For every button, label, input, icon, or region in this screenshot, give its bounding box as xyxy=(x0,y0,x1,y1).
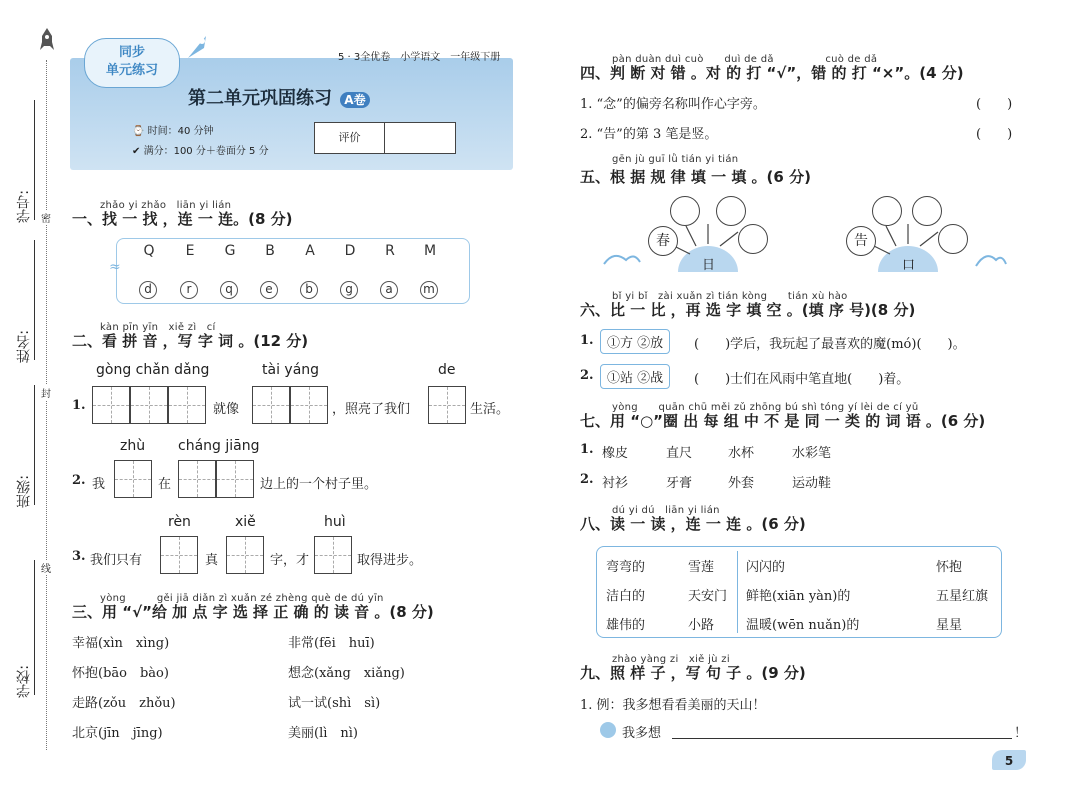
s7-word[interactable]: 直尺 xyxy=(666,446,693,461)
page-number-badge xyxy=(992,750,1026,770)
s2-q2-py1: zhù xyxy=(120,438,146,454)
s3-item[interactable]: 走路(zǒu zhǒu) xyxy=(72,696,176,711)
s2-q1-py2: tài yáng xyxy=(262,362,320,378)
s7-word[interactable]: 衬衫 xyxy=(602,476,629,491)
s8-col3-item[interactable]: 鲜艳(xiān yàn)的 xyxy=(746,589,851,604)
s4-title: 四、判 断 对 错 。对 的 打 “√”，错 的 打 “×”。(4 分) xyxy=(580,64,964,82)
s8-col2-item[interactable]: 天安门 xyxy=(688,589,728,604)
s8-col4-item[interactable]: 怀抱 xyxy=(936,560,963,575)
s8-col4-item[interactable]: 五星红旗 xyxy=(936,589,989,604)
s9-end: ！ xyxy=(1014,726,1028,741)
s3-item[interactable]: 怀抱(bāo bào) xyxy=(72,666,169,681)
s7-word[interactable]: 外套 xyxy=(728,476,755,491)
badge xyxy=(84,38,180,88)
badge-line1: 同步 xyxy=(118,45,145,60)
label-student-id: 学号: xyxy=(16,190,32,223)
s8-col2-item[interactable]: 小路 xyxy=(688,618,715,633)
underline-student-id xyxy=(34,100,35,220)
underline-name xyxy=(34,240,35,360)
s5-sun-left xyxy=(600,190,770,275)
s2-q2-t2: 在 xyxy=(158,477,172,492)
s2-q2-cell[interactable] xyxy=(178,460,216,498)
s1-upper-letter[interactable]: E xyxy=(185,243,195,259)
s1-upper-letter[interactable]: Q xyxy=(143,243,155,259)
s7-word[interactable]: 水杯 xyxy=(728,446,755,461)
s2-q2-t3: 边上的一个村子里。 xyxy=(260,477,378,492)
s1-lower-letter[interactable]: d xyxy=(139,281,157,299)
s2-q3-py2: xiě xyxy=(235,514,256,530)
seal-dotted-line xyxy=(46,60,47,750)
check-icon: ✔ xyxy=(132,146,141,157)
s5-sun-right xyxy=(800,190,1010,275)
s5-left-blank[interactable] xyxy=(738,224,768,254)
s2-q1-cell[interactable] xyxy=(168,386,206,424)
s8-pinyin: dú yi dú liān yi lián xyxy=(612,505,720,516)
s1-letter-box xyxy=(109,238,470,304)
s5-pinyin: gēn jù guī lǜ tián yi tián xyxy=(612,154,739,165)
s6-q2-options: ①站 ②战 xyxy=(600,364,670,389)
s9-pinyin: zhào yàng zi xiě jù zi xyxy=(612,654,730,665)
s4-q1: 1. “念”的偏旁名称叫作心字旁。 xyxy=(580,97,766,112)
s7-pinyin: yòng quān chū měi zǔ zhōng bú shì tóng yí lèi de cí yǔ xyxy=(612,402,919,413)
s8-col3-item[interactable]: 温暖(wēn nuǎn)的 xyxy=(746,618,860,633)
s2-title: 二、看 拼 音 ，写 字 词 。(12 分) xyxy=(72,332,309,350)
underline-school xyxy=(34,560,35,695)
s5-title: 五、根 据 规 律 填 一 填 。(6 分) xyxy=(580,168,811,186)
pencil-icon xyxy=(600,722,616,738)
score-info: ✔ 满分：100 分＋卷面分 5 分 xyxy=(132,146,269,157)
s2-q3-py3: huì xyxy=(324,514,346,530)
label-name: 姓名: xyxy=(16,330,32,363)
s5-left-blank[interactable] xyxy=(670,196,700,226)
s2-q1-py1: gòng chǎn dǎng xyxy=(96,362,210,378)
s2-q3-num: 3. xyxy=(72,549,86,564)
s9-prompt: 我多想 xyxy=(622,726,662,741)
page-title: 第二单元巩固练习 A卷 xyxy=(188,84,370,110)
s2-q1-cell[interactable] xyxy=(92,386,130,424)
s2-q2-num: 2. xyxy=(72,473,86,488)
s8-col4-item[interactable]: 星星 xyxy=(936,618,963,633)
s7-word[interactable]: 橡皮 xyxy=(602,446,629,461)
s8-col1-item[interactable]: 弯弯的 xyxy=(606,560,646,575)
s2-q1-t3: 生活。 xyxy=(470,402,510,417)
s1-pinyin: zhǎo yi zhǎo liān yi lián xyxy=(100,200,232,211)
s5-right-char: 告 xyxy=(846,226,876,256)
s4-q2-answer[interactable]: ( ) xyxy=(976,127,1013,142)
s5-right-sun: 口 xyxy=(902,258,916,273)
s5-left-sun: 日 xyxy=(702,258,716,273)
s7-title: 七、用 “○”圈 出 每 组 中 不 是 同 一 类 的 词 语 。(6 分) xyxy=(580,412,986,430)
seal-char-3: 线 xyxy=(41,560,51,575)
s5-left-char: 春 xyxy=(648,226,678,256)
s5-right-blank[interactable] xyxy=(912,196,942,226)
s3-item[interactable]: 北京(jīn jīng) xyxy=(72,726,163,741)
s8-col1-item[interactable]: 洁白的 xyxy=(606,589,646,604)
s4-pinyin: pàn duàn duì cuò duì de dǎ cuò de dǎ xyxy=(612,54,878,65)
clock-icon: ⌚ xyxy=(132,126,145,137)
series-label: 5 · 3全优卷 小学语文 一年级下册 xyxy=(338,52,501,63)
s1-lower-letter[interactable]: q xyxy=(220,281,238,299)
s3-item[interactable]: 非常(fēi huī) xyxy=(288,636,375,651)
s1-wave-icon: ≈ xyxy=(109,259,121,275)
s4-q2: 2. “告”的第 3 笔是竖。 xyxy=(580,127,718,142)
s6-title: 六、比 一 比 ，再 选 字 填 空 。(填 序 号)(8 分) xyxy=(580,301,916,319)
s7-word[interactable]: 水彩笔 xyxy=(792,446,832,461)
s6-q1-num: 1. xyxy=(580,333,594,348)
s6-q1-options: ①方 ②放 xyxy=(600,329,670,354)
s8-col3-item[interactable]: 闪闪的 xyxy=(746,560,786,575)
label-class: 班级: xyxy=(16,475,32,508)
s3-item[interactable]: 幸福(xìn xìng) xyxy=(72,636,170,651)
s5-right-blank[interactable] xyxy=(938,224,968,254)
badge-rocket-icon xyxy=(182,32,210,66)
s2-q3-t1: 我们只有 xyxy=(90,553,143,568)
s1-title: 一、找 一 找 ，连 一 连。(8 分) xyxy=(72,210,293,228)
s2-q1-num: 1. xyxy=(72,398,86,413)
s6-q1-text: ( )学后，我玩起了最喜欢的魔(mó)( )。 xyxy=(694,337,966,352)
s5-right-blank[interactable] xyxy=(872,196,902,226)
s2-q2-cell[interactable] xyxy=(114,460,152,498)
s2-pinyin: kàn pīn yīn xiě zì cí xyxy=(100,322,216,333)
badge-line2: 单元练习 xyxy=(105,63,158,78)
s8-title: 八、读 一 读 ，连 一 连 。(6 分) xyxy=(580,515,806,533)
underline-class xyxy=(34,385,35,505)
s8-divider xyxy=(737,551,738,633)
rocket-icon xyxy=(40,28,54,52)
s3-pinyin: yòng gěi jiā diǎn zì xuǎn zé zhèng què de dú yīn xyxy=(100,593,384,604)
s2-q1-cell[interactable] xyxy=(252,386,290,424)
eval-box xyxy=(314,122,456,154)
s2-q3-py1: rèn xyxy=(168,514,191,530)
title-tag: A卷 xyxy=(340,92,369,108)
binding-strip xyxy=(0,0,60,785)
s9-example: 1. 例：我多想看看美丽的天山！ xyxy=(580,698,766,713)
eval-label: 评价 xyxy=(315,123,385,153)
s1-lower-letter[interactable]: g xyxy=(340,281,358,299)
s9-answer-line[interactable] xyxy=(672,738,1012,739)
s1-upper-letter[interactable]: G xyxy=(224,243,236,259)
s7-r1-num: 1. xyxy=(580,442,594,457)
s2-q2-cell[interactable] xyxy=(216,460,254,498)
s7-word[interactable]: 运动鞋 xyxy=(792,476,832,491)
s2-q2-t1: 我 xyxy=(92,477,106,492)
page-number: 5 xyxy=(1004,754,1014,768)
s2-q2-py2: cháng jiāng xyxy=(178,438,260,454)
s2-q1-t2: ，照亮了我们 xyxy=(332,402,411,417)
s6-q2-num: 2. xyxy=(580,368,594,383)
s1-lower-letter[interactable]: r xyxy=(180,281,198,299)
s8-col2-item[interactable]: 雪莲 xyxy=(688,560,715,575)
s1-lower-letter[interactable]: e xyxy=(260,281,278,299)
s3-item[interactable]: 想念(xǎng xiǎng) xyxy=(288,666,405,681)
s2-q1-py3: de xyxy=(438,362,456,378)
s3-title: 三、用 “√”给 加 点 字 选 择 正 确 的 读 音 。(8 分) xyxy=(72,603,434,621)
time-info: ⌚ 时间：40 分钟 xyxy=(132,126,214,137)
s2-q1-cell[interactable] xyxy=(290,386,328,424)
s6-pinyin: bǐ yi bǐ zài xuǎn zì tián kòng tián xù hào xyxy=(612,291,848,302)
s9-title: 九、照 样 子 ，写 句 子 。(9 分) xyxy=(580,664,806,682)
s1-lower-letter[interactable]: a xyxy=(380,281,398,299)
s1-upper-letter[interactable]: M xyxy=(423,243,437,259)
s2-q1-cell[interactable] xyxy=(428,386,466,424)
s7-r2-num: 2. xyxy=(580,472,594,487)
s2-q3-cell[interactable] xyxy=(160,536,198,574)
s2-q3-t2: 真 xyxy=(205,553,219,568)
s2-q1-cell[interactable] xyxy=(130,386,168,424)
s8-col1-item[interactable]: 雄伟的 xyxy=(606,618,646,633)
s6-q2-text: ( )士们在风雨中笔直地( )着。 xyxy=(694,372,910,387)
seal-char-1: 密 xyxy=(41,210,51,225)
s4-q1-answer[interactable]: ( ) xyxy=(976,97,1013,112)
s2-q3-cell[interactable] xyxy=(314,536,352,574)
label-school: 学校: xyxy=(16,665,32,698)
s7-word[interactable]: 牙膏 xyxy=(666,476,693,491)
s1-lower-letter[interactable]: b xyxy=(300,281,318,299)
eval-input[interactable] xyxy=(385,123,455,153)
seal-char-2: 封 xyxy=(41,385,51,400)
s3-item[interactable]: 美丽(lì nì) xyxy=(288,726,358,741)
s1-upper-letter[interactable]: R xyxy=(385,243,395,259)
s2-q3-t3: 字，才 xyxy=(270,553,310,568)
s1-lower-letter[interactable]: m xyxy=(420,281,438,299)
s1-upper-letter[interactable]: B xyxy=(265,243,275,259)
s1-upper-letter[interactable]: A xyxy=(305,243,315,259)
s1-upper-letter[interactable]: D xyxy=(344,243,356,259)
s2-q3-t4: 取得进步。 xyxy=(357,553,423,568)
s3-item[interactable]: 试一试(shì sì) xyxy=(288,696,381,711)
s2-q3-cell[interactable] xyxy=(226,536,264,574)
s2-q1-t1: 就像 xyxy=(213,402,240,417)
s5-left-blank[interactable] xyxy=(716,196,746,226)
